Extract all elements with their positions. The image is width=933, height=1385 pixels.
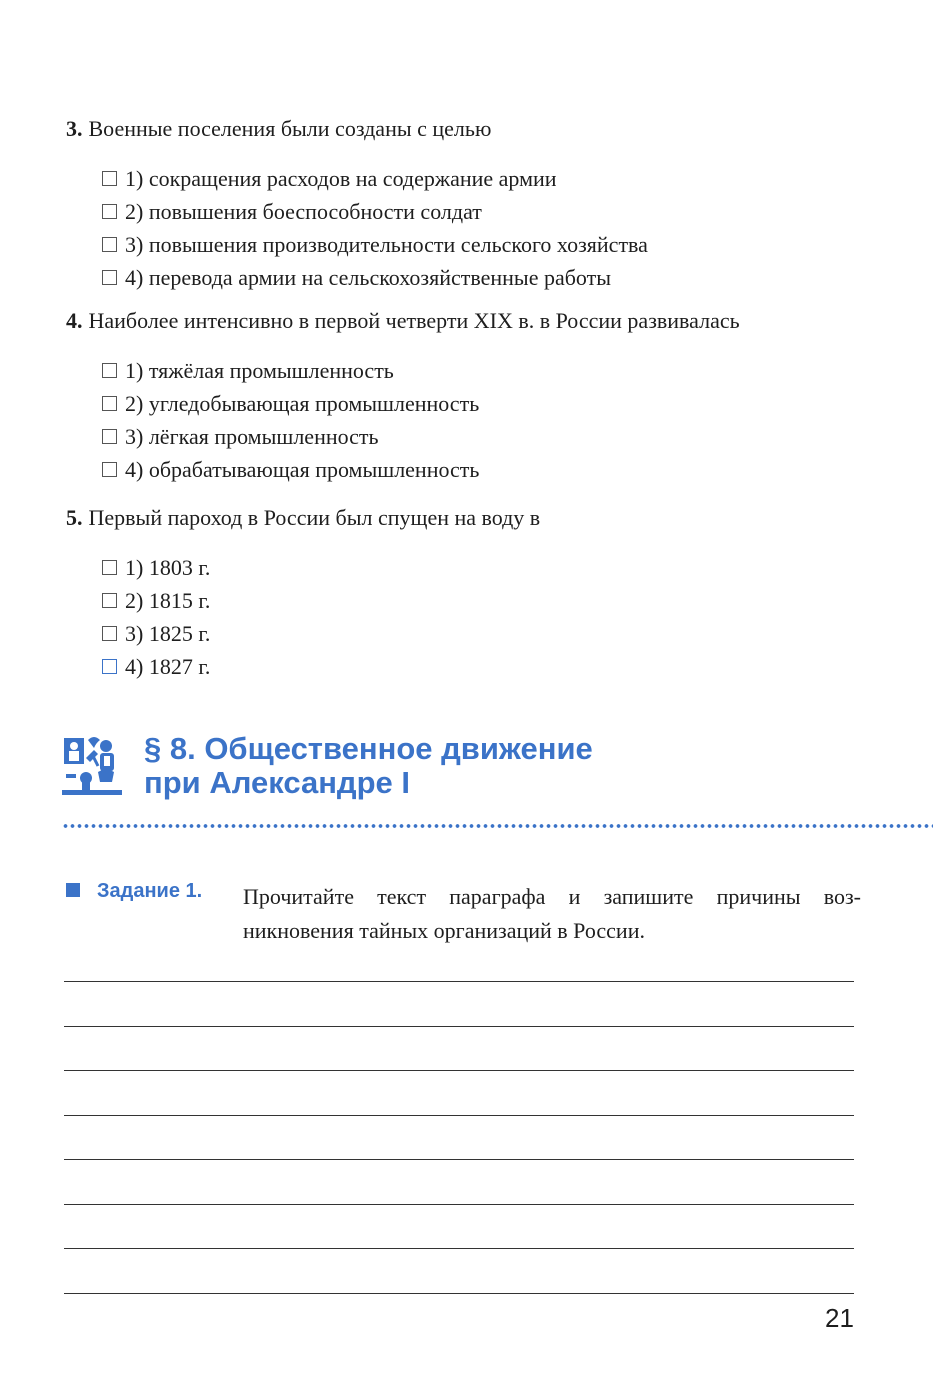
task-label: Задание 1. bbox=[97, 880, 203, 902]
question-number: 3. bbox=[66, 116, 83, 141]
checkbox[interactable] bbox=[102, 593, 117, 608]
option-label: 4) 1827 г. bbox=[125, 653, 211, 679]
answer-options bbox=[66, 162, 648, 294]
checkbox[interactable] bbox=[102, 396, 117, 411]
answer-area[interactable] bbox=[64, 981, 854, 1337]
answer-option[interactable] bbox=[102, 195, 648, 228]
question-title bbox=[66, 505, 540, 531]
answer-option[interactable] bbox=[102, 162, 648, 195]
question-number: 4. bbox=[66, 308, 83, 333]
checkbox[interactable] bbox=[102, 270, 117, 285]
answer-option[interactable] bbox=[102, 387, 740, 420]
answer-option[interactable] bbox=[102, 584, 540, 617]
option-label: 2) повышения боеспособности солдат bbox=[125, 198, 482, 224]
question-3 bbox=[66, 116, 648, 294]
task-text bbox=[243, 880, 861, 948]
section-title-line-2: при Александре I bbox=[144, 765, 411, 800]
question-text: Первый пароход в России был спущен на воду в bbox=[88, 505, 541, 530]
option-label: 1) 1803 г. bbox=[125, 554, 211, 580]
checkbox[interactable] bbox=[102, 363, 117, 378]
answer-option[interactable] bbox=[102, 354, 740, 387]
answer-option[interactable] bbox=[102, 453, 740, 486]
question-title bbox=[66, 116, 648, 142]
checkbox[interactable] bbox=[102, 429, 117, 444]
dotted-divider bbox=[62, 822, 933, 830]
checkbox[interactable] bbox=[102, 462, 117, 477]
question-5 bbox=[66, 505, 540, 683]
answer-line[interactable] bbox=[64, 1159, 854, 1160]
section-title bbox=[144, 732, 593, 800]
section-heading bbox=[62, 732, 593, 800]
section-illustration-icon bbox=[62, 732, 122, 798]
task-marker-icon bbox=[66, 883, 80, 897]
task-text-line-1: Прочитайте текст параграфа и запишите причины воз- bbox=[243, 884, 861, 909]
answer-options bbox=[66, 551, 540, 683]
answer-option[interactable] bbox=[102, 650, 540, 683]
task-text-line-2: никновения тайных организаций в России. bbox=[243, 918, 645, 943]
option-label: 4) перевода армии на сельскохозяйственные работы bbox=[125, 264, 612, 290]
option-label: 1) тяжёлая промышленность bbox=[125, 357, 394, 383]
answer-line[interactable] bbox=[64, 1115, 854, 1116]
question-text: Военные поселения были созданы с целью bbox=[88, 116, 492, 141]
answer-option[interactable] bbox=[102, 551, 540, 584]
option-label: 3) повышения производительности сельского хозяйства bbox=[125, 231, 648, 257]
answer-option[interactable] bbox=[102, 228, 648, 261]
checkbox[interactable] bbox=[102, 237, 117, 252]
question-4 bbox=[66, 308, 740, 486]
answer-option[interactable] bbox=[102, 420, 740, 453]
question-title bbox=[66, 308, 740, 334]
section-title-line-1: § 8. Общественное движение bbox=[144, 731, 593, 766]
checkbox[interactable] bbox=[102, 659, 117, 674]
option-label: 1) сокращения расходов на содержание армии bbox=[125, 165, 557, 191]
answer-line[interactable] bbox=[64, 1204, 854, 1205]
answer-options bbox=[66, 354, 740, 486]
answer-option[interactable] bbox=[102, 261, 648, 294]
option-label: 2) угледобывающая промышленность bbox=[125, 390, 480, 416]
answer-line[interactable] bbox=[64, 1026, 854, 1027]
option-label: 3) 1825 г. bbox=[125, 620, 211, 646]
option-label: 2) 1815 г. bbox=[125, 587, 211, 613]
checkbox[interactable] bbox=[102, 171, 117, 186]
answer-line[interactable] bbox=[64, 1293, 854, 1294]
checkbox[interactable] bbox=[102, 204, 117, 219]
answer-line[interactable] bbox=[64, 1070, 854, 1071]
option-label: 3) лёгкая промышленность bbox=[125, 423, 379, 449]
question-text: Наиболее интенсивно в первой четверти XIX в. в России развивалась bbox=[88, 308, 740, 333]
answer-line[interactable] bbox=[64, 981, 854, 982]
answer-option[interactable] bbox=[102, 617, 540, 650]
question-number: 5. bbox=[66, 505, 83, 530]
page-number: 21 bbox=[825, 1303, 854, 1333]
checkbox[interactable] bbox=[102, 560, 117, 575]
checkbox[interactable] bbox=[102, 626, 117, 641]
option-label: 4) обрабатывающая промышленность bbox=[125, 456, 480, 482]
answer-line[interactable] bbox=[64, 1248, 854, 1249]
